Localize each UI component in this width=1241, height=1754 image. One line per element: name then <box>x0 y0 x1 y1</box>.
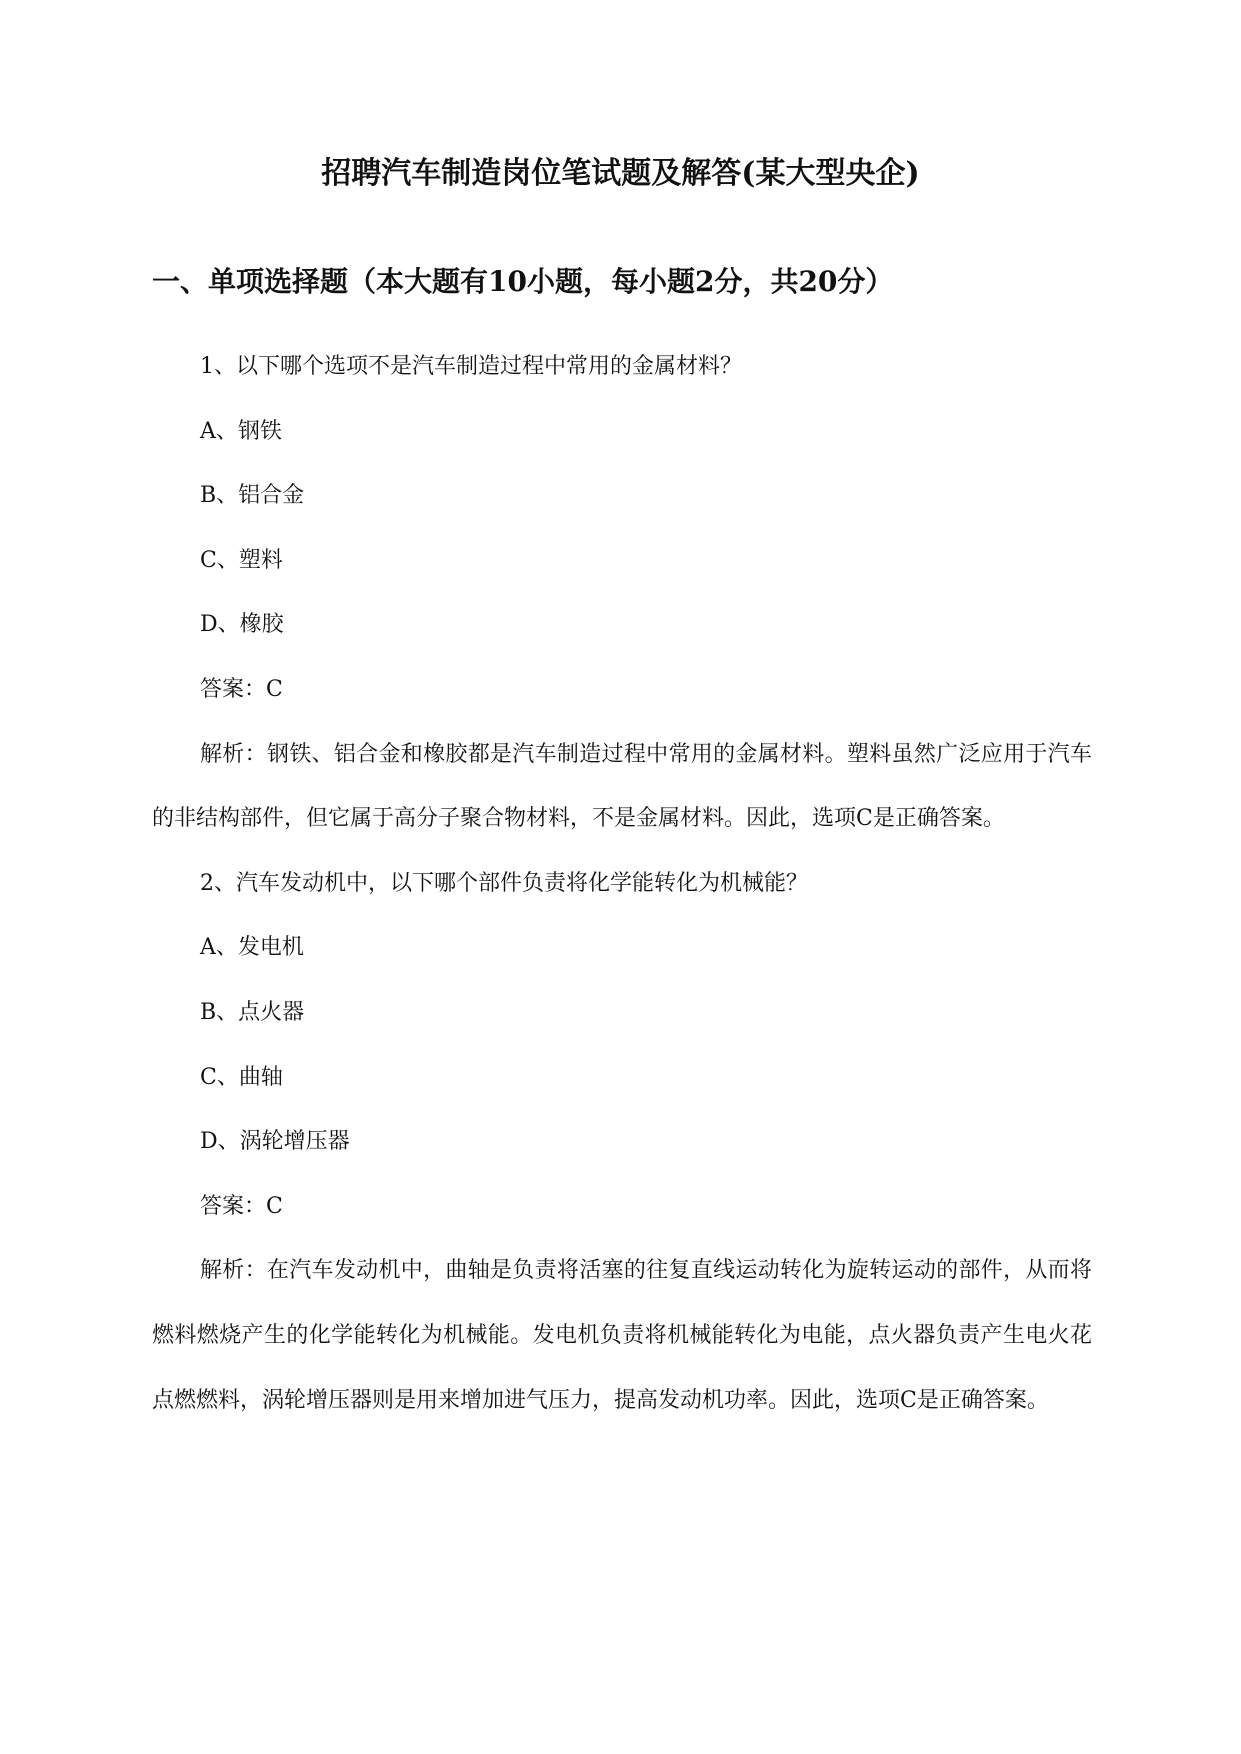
question-stem: 2、汽车发动机中，以下哪个部件负责将化学能转化为机械能？ <box>200 870 808 896</box>
question-stem: 1、以下哪个选项不是汽车制造过程中常用的金属材料？ <box>200 354 742 379</box>
option-c: C、塑料 <box>200 547 283 573</box>
answer-line: 答案：C <box>200 676 283 702</box>
question-block <box>152 335 1092 852</box>
option-a: A、钢铁 <box>200 418 282 444</box>
section-heading: 一、单项选择题（本大题有10小题，每小题2分，共20分） <box>152 265 894 298</box>
option-d: D、橡胶 <box>200 612 284 638</box>
answer-line: 答案：C <box>200 1193 283 1219</box>
analysis-paragraph: 解析：在汽车发动机中，曲轴是负责将活塞的往复直线运动转化为旋转运动的部件，从而将燃料燃烧产生的化学能转化为机械能。发电机负责将机械能转化为电能，点火器负责产生电火花点燃燃料，涡轮增压器则是用来增加进气压力，提高发动机功率。因此，选项C是正确答案。 <box>152 1258 1092 1413</box>
document-body <box>152 335 1092 1433</box>
analysis-paragraph: 解析：钢铁、铝合金和橡胶都是汽车制造过程中常用的金属材料。塑料虽然广泛应用于汽车的非结构部件，但它属于高分子聚合物材料，不是金属材料。因此，选项C是正确答案。 <box>152 741 1092 832</box>
option-b: B、铝合金 <box>200 483 305 509</box>
document-title: 招聘汽车制造岗位笔试题及解答(某大型央企) <box>321 156 920 191</box>
option-d: D、涡轮增压器 <box>200 1129 350 1155</box>
option-c: C、曲轴 <box>200 1064 283 1090</box>
question-block <box>152 852 1092 1433</box>
option-a: A、发电机 <box>200 935 304 961</box>
option-b: B、点火器 <box>200 999 305 1025</box>
